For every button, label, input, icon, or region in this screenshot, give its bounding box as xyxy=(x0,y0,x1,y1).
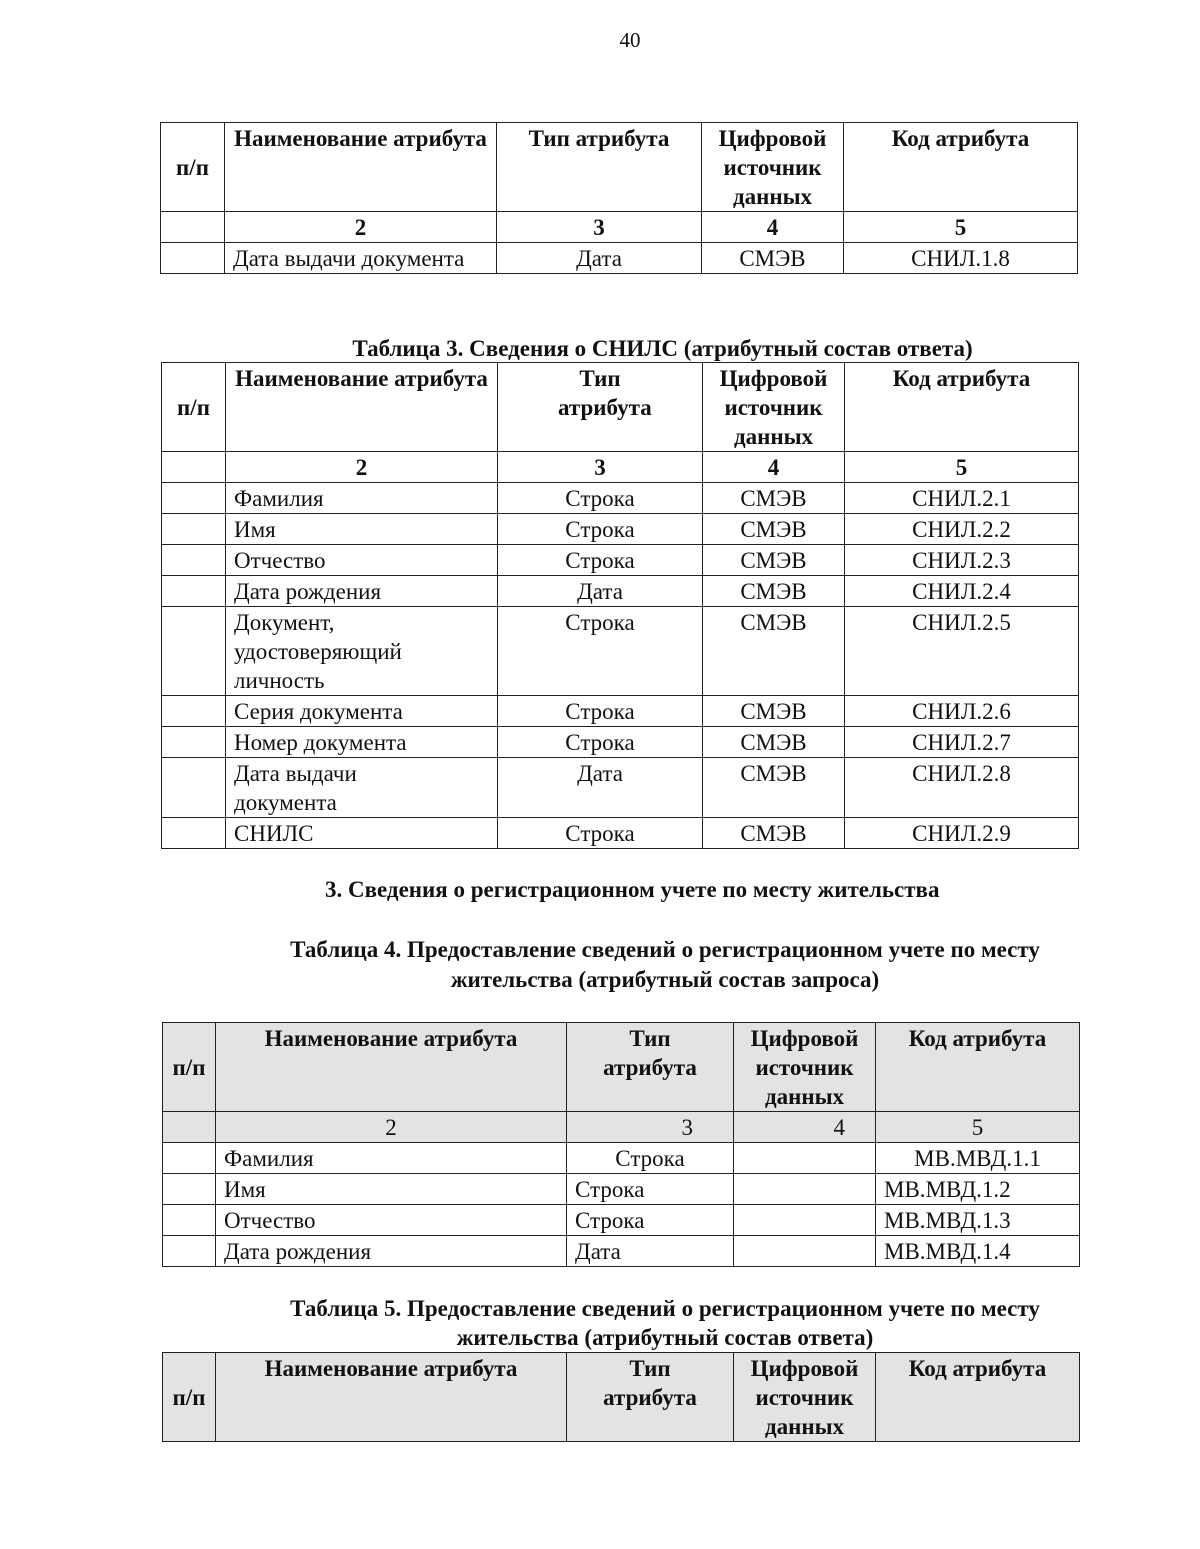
row-code: СНИЛ.2.3 xyxy=(845,545,1079,576)
page-number: 40 xyxy=(619,28,641,52)
table-row xyxy=(162,483,1079,514)
row-source: СМЭВ xyxy=(703,545,845,576)
table-row xyxy=(163,1236,1080,1267)
row-code: СНИЛ.2.6 xyxy=(845,696,1079,727)
header-code: Код атрибута xyxy=(876,1353,1080,1442)
row-type: Дата xyxy=(498,576,703,607)
header-type: Тип атрибута xyxy=(498,363,703,452)
row-type: Строка xyxy=(498,545,703,576)
row-code: СНИЛ.2.4 xyxy=(845,576,1079,607)
row-source: СМЭВ xyxy=(703,576,845,607)
row-type: Строка xyxy=(498,483,703,514)
row-type: Строка xyxy=(567,1174,734,1205)
table-row xyxy=(162,696,1079,727)
row-source: СМЭВ xyxy=(703,514,845,545)
row-type: Дата xyxy=(497,243,702,274)
row-code: СНИЛ.2.1 xyxy=(845,483,1079,514)
table-row xyxy=(162,545,1079,576)
row-type: Строка xyxy=(498,514,703,545)
row-type: Строка xyxy=(498,818,703,849)
row-name: Отчество xyxy=(226,545,498,576)
header-np: п/п xyxy=(161,123,225,212)
table-3-caption: Таблица 3. Сведения о СНИЛС (атрибутный состав ответа) xyxy=(352,336,973,361)
col-number: 5 xyxy=(845,452,1079,483)
row-name: СНИЛС xyxy=(226,818,498,849)
row-np xyxy=(162,607,226,696)
col-number: 5 xyxy=(844,212,1078,243)
section-3-heading: 3. Сведения о регистрационном учете по месту жительства xyxy=(325,877,940,902)
table-row xyxy=(162,818,1079,849)
row-source xyxy=(734,1143,876,1174)
header-code: Код атрибута xyxy=(845,363,1079,452)
table-row xyxy=(163,1143,1080,1174)
col-number: 5 xyxy=(876,1112,1080,1143)
table-row xyxy=(163,1174,1080,1205)
col-number: 4 xyxy=(734,1112,876,1143)
row-source: СМЭВ xyxy=(703,607,845,696)
row-name: Номер документа xyxy=(226,727,498,758)
col-number: 2 xyxy=(226,452,498,483)
col-number: 4 xyxy=(702,212,844,243)
table-3 xyxy=(161,362,1079,849)
header-name: Наименование атрибута xyxy=(216,1023,567,1112)
col-number xyxy=(161,212,225,243)
row-code: МВ.МВД.1.1 xyxy=(876,1143,1080,1174)
row-code: СНИЛ.2.7 xyxy=(845,727,1079,758)
header-type: Тип атрибута xyxy=(497,123,702,212)
table-4-caption-line-2: жительства (атрибутный состав запроса) xyxy=(450,967,880,992)
row-name: Серия документа xyxy=(226,696,498,727)
row-np xyxy=(162,818,226,849)
row-np xyxy=(162,483,226,514)
table-row xyxy=(163,1205,1080,1236)
row-code: СНИЛ.1.8 xyxy=(844,243,1078,274)
row-type: Строка xyxy=(498,696,703,727)
row-np xyxy=(163,1174,216,1205)
row-np xyxy=(162,727,226,758)
header-np: п/п xyxy=(163,1353,216,1442)
row-name: Имя xyxy=(226,514,498,545)
col-number xyxy=(163,1112,216,1143)
table-4-caption-line-1: Таблица 4. Предоставление сведений о регистрационном учете по месту xyxy=(290,937,1040,962)
header-np: п/п xyxy=(163,1023,216,1112)
row-type: Строка xyxy=(498,727,703,758)
col-number: 3 xyxy=(567,1112,734,1143)
row-np xyxy=(163,1205,216,1236)
col-number: 2 xyxy=(225,212,497,243)
table-row xyxy=(162,607,1079,696)
table-5-caption-line-2: жительства (атрибутный состав ответа) xyxy=(456,1325,874,1350)
row-source: СМЭВ xyxy=(703,727,845,758)
row-np xyxy=(162,545,226,576)
row-source xyxy=(734,1236,876,1267)
header-type: Тип атрибута xyxy=(567,1023,734,1112)
table-row xyxy=(162,576,1079,607)
row-code: МВ.МВД.1.3 xyxy=(876,1205,1080,1236)
row-name: Дата выдачи документа xyxy=(226,758,498,818)
row-source: СМЭВ xyxy=(702,243,844,274)
table-row xyxy=(162,758,1079,818)
row-source: СМЭВ xyxy=(703,818,845,849)
row-type: Строка xyxy=(567,1143,734,1174)
row-name: Дата рождения xyxy=(226,576,498,607)
header-code: Код атрибута xyxy=(876,1023,1080,1112)
col-number xyxy=(162,452,226,483)
header-name: Наименование атрибута xyxy=(226,363,498,452)
row-code: СНИЛ.2.9 xyxy=(845,818,1079,849)
row-type: Дата xyxy=(567,1236,734,1267)
row-type: Строка xyxy=(498,607,703,696)
row-code: МВ.МВД.1.4 xyxy=(876,1236,1080,1267)
row-source: СМЭВ xyxy=(703,696,845,727)
header-source: Цифровой источник данных xyxy=(734,1353,876,1442)
table-row xyxy=(162,514,1079,545)
row-name: Имя xyxy=(216,1174,567,1205)
col-number: 2 xyxy=(216,1112,567,1143)
header-code: Код атрибута xyxy=(844,123,1078,212)
col-number: 3 xyxy=(497,212,702,243)
header-type: Тип атрибута xyxy=(567,1353,734,1442)
row-source xyxy=(734,1174,876,1205)
row-np xyxy=(163,1143,216,1174)
row-source xyxy=(734,1205,876,1236)
row-np xyxy=(162,758,226,818)
row-name: Отчество xyxy=(216,1205,567,1236)
table-row xyxy=(162,727,1079,758)
row-type: Строка xyxy=(567,1205,734,1236)
row-name: Фамилия xyxy=(216,1143,567,1174)
table-2-continued xyxy=(160,122,1078,274)
row-np xyxy=(162,696,226,727)
row-code: МВ.МВД.1.2 xyxy=(876,1174,1080,1205)
row-name: Дата рождения xyxy=(216,1236,567,1267)
row-np xyxy=(161,243,225,274)
row-source: СМЭВ xyxy=(703,758,845,818)
row-code: СНИЛ.2.5 xyxy=(845,607,1079,696)
row-np xyxy=(163,1236,216,1267)
header-np: п/п xyxy=(162,363,226,452)
col-number: 3 xyxy=(498,452,703,483)
row-np xyxy=(162,576,226,607)
row-type: Дата xyxy=(498,758,703,818)
header-name: Наименование атрибута xyxy=(225,123,497,212)
row-np xyxy=(162,514,226,545)
row-name: Документ, удостоверяющий личность xyxy=(226,607,498,696)
row-name: Дата выдачи документа xyxy=(225,243,497,274)
table-5 xyxy=(162,1352,1080,1442)
row-source: СМЭВ xyxy=(703,483,845,514)
row-name: Фамилия xyxy=(226,483,498,514)
table-4 xyxy=(162,1022,1080,1267)
row-code: СНИЛ.2.8 xyxy=(845,758,1079,818)
table-5-caption-line-1: Таблица 5. Предоставление сведений о регистрационном учете по месту xyxy=(290,1296,1040,1321)
header-source: Цифровой источник данных xyxy=(702,123,844,212)
header-source: Цифровой источник данных xyxy=(734,1023,876,1112)
row-code: СНИЛ.2.2 xyxy=(845,514,1079,545)
table-row xyxy=(161,243,1078,274)
header-name: Наименование атрибута xyxy=(216,1353,567,1442)
header-source: Цифровой источник данных xyxy=(703,363,845,452)
col-number: 4 xyxy=(703,452,845,483)
